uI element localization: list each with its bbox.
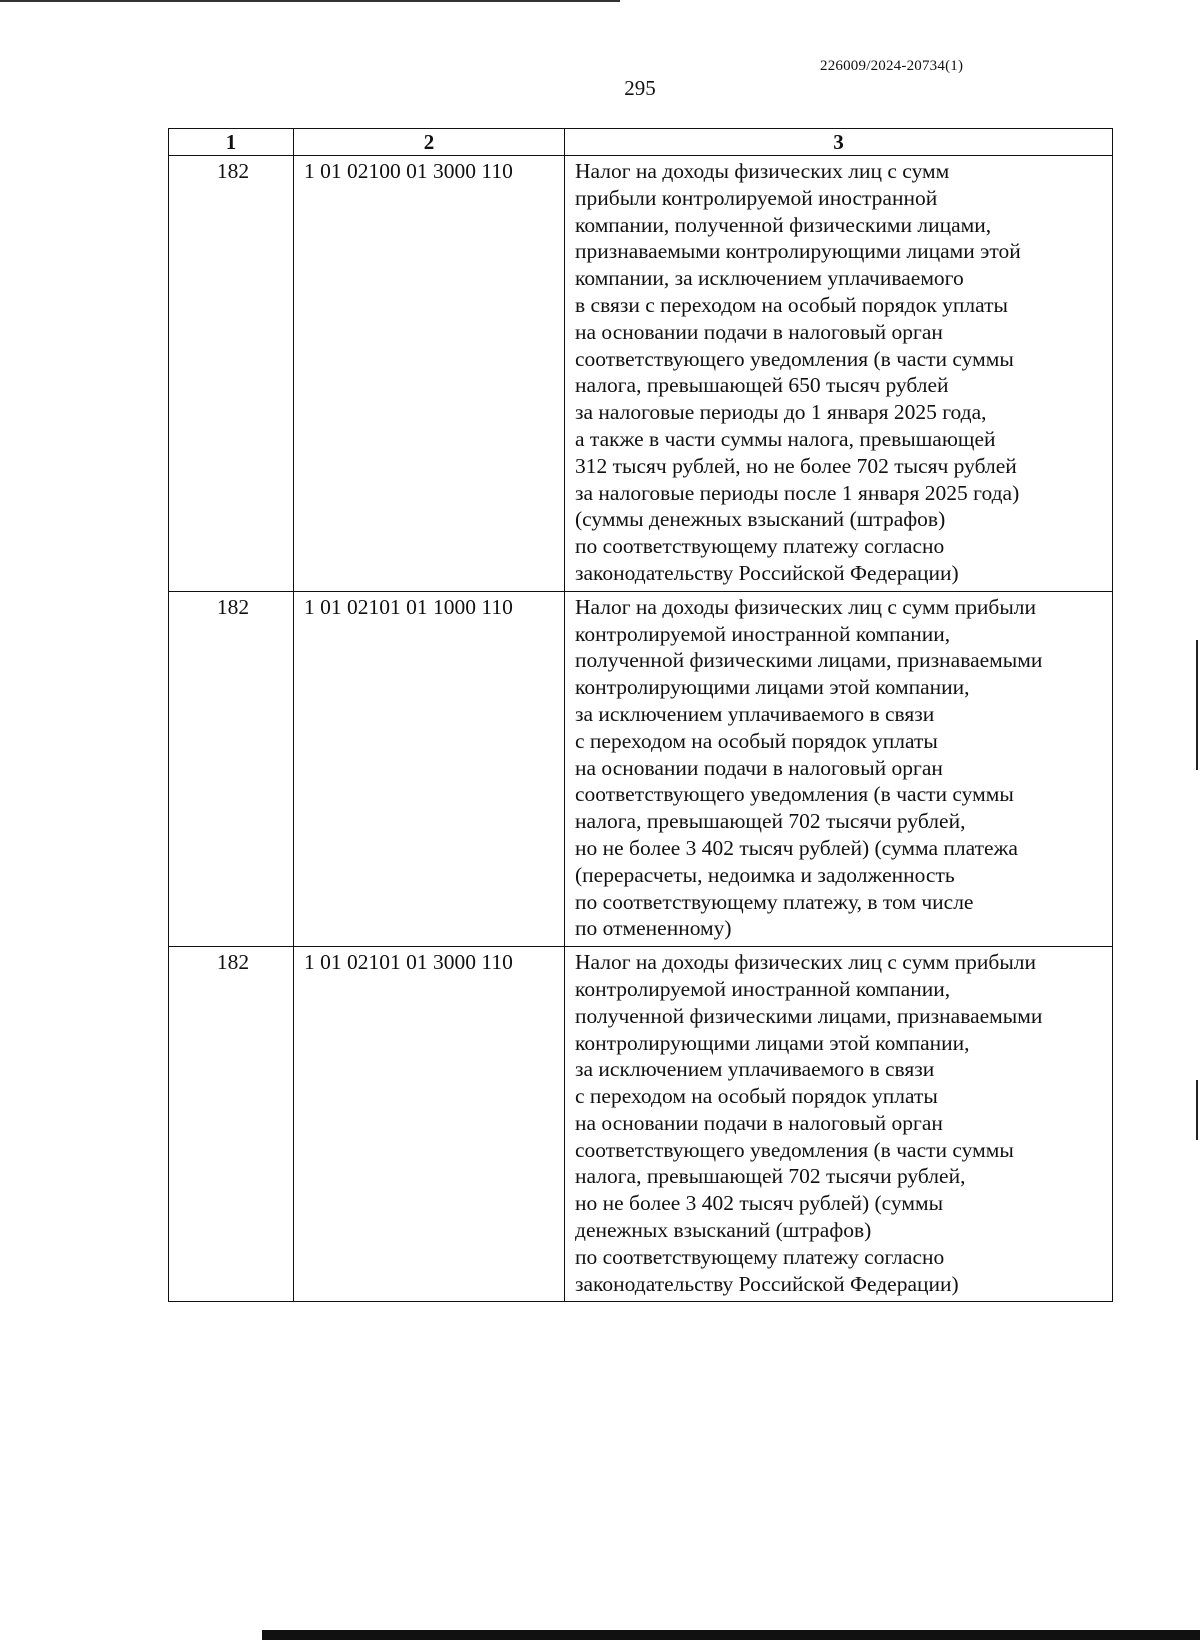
kbk-code-cell: 1 01 02101 01 3000 110 [294, 947, 565, 1302]
table-row [169, 591, 1113, 946]
kbk-code-cell: 1 01 02101 01 1000 110 [294, 591, 565, 946]
income-name-cell: Налог на доходы физических лиц с сумм прибыли контролируемой иностранной компании, полученной физическими лицами, признаваемыми контролирующими лицами этой компании, за исключением уплачиваемого в связи с переходом на особый порядок уплаты на основании подачи в налоговый орган соответствующего уведомления (в части суммы налога, превышающей 702 тысячи рублей, но не более 3 402 тысяч рублей) (суммы денежных взысканий (штрафов) по соответствующему платежу согласно законодательству Российской Федерации) [565, 947, 1113, 1302]
admin-code-cell: 182 [169, 591, 294, 946]
table-row [169, 156, 1113, 592]
income-name-cell: Налог на доходы физических лиц с сумм прибыли контролируемой иностранной компании, полученной физическими лицами, признаваемыми контролирующими лицами этой компании, за исключением уплачиваемого в связи с переходом на особый порядок уплаты на основании подачи в налоговый орган соответствующего уведомления (в части суммы налога, превышающей 702 тысячи рублей, но не более 3 402 тысяч рублей) (сумма платежа (перерасчеты, недоимка и задолженность по соответствующему платежу, в том числе по отмененному) [565, 591, 1113, 946]
admin-code-cell: 182 [169, 947, 294, 1302]
column-header-2: 2 [294, 129, 565, 156]
table-row [169, 947, 1113, 1302]
scan-edge-mark [1196, 640, 1198, 770]
column-header-1: 1 [169, 129, 294, 156]
admin-code-cell: 182 [169, 156, 294, 592]
income-name-cell: Налог на доходы физических лиц с сумм прибыли контролируемой иностранной компании, полученной физическими лицами, признаваемыми контролирующими лицами этой компании, за исключением уплачиваемого в связи с переходом на особый порядок уплаты на основании подачи в налоговый орган соответствующего уведомления (в части суммы налога, превышающей 650 тысяч рублей за налоговые периоды до 1 января 2025 года, а также в части суммы налога, превышающей 312 тысяч рублей, но не более 702 тысяч рублей за налоговые периоды после 1 января 2025 года) (суммы денежных взысканий (штрафов) по соответствующему платежу согласно законодательству Российской Федерации) [565, 156, 1113, 592]
scan-edge-top [0, 0, 620, 2]
page-number: 295 [624, 76, 656, 100]
budget-codes-table [168, 128, 1113, 1302]
document-registration-number: 226009/2024-20734(1) [820, 58, 964, 74]
table-header-row [169, 129, 1113, 156]
kbk-code-cell: 1 01 02100 01 3000 110 [294, 156, 565, 592]
scan-edge-bottom [262, 1630, 1200, 1640]
column-header-3: 3 [565, 129, 1113, 156]
scan-edge-mark [1196, 1080, 1198, 1140]
